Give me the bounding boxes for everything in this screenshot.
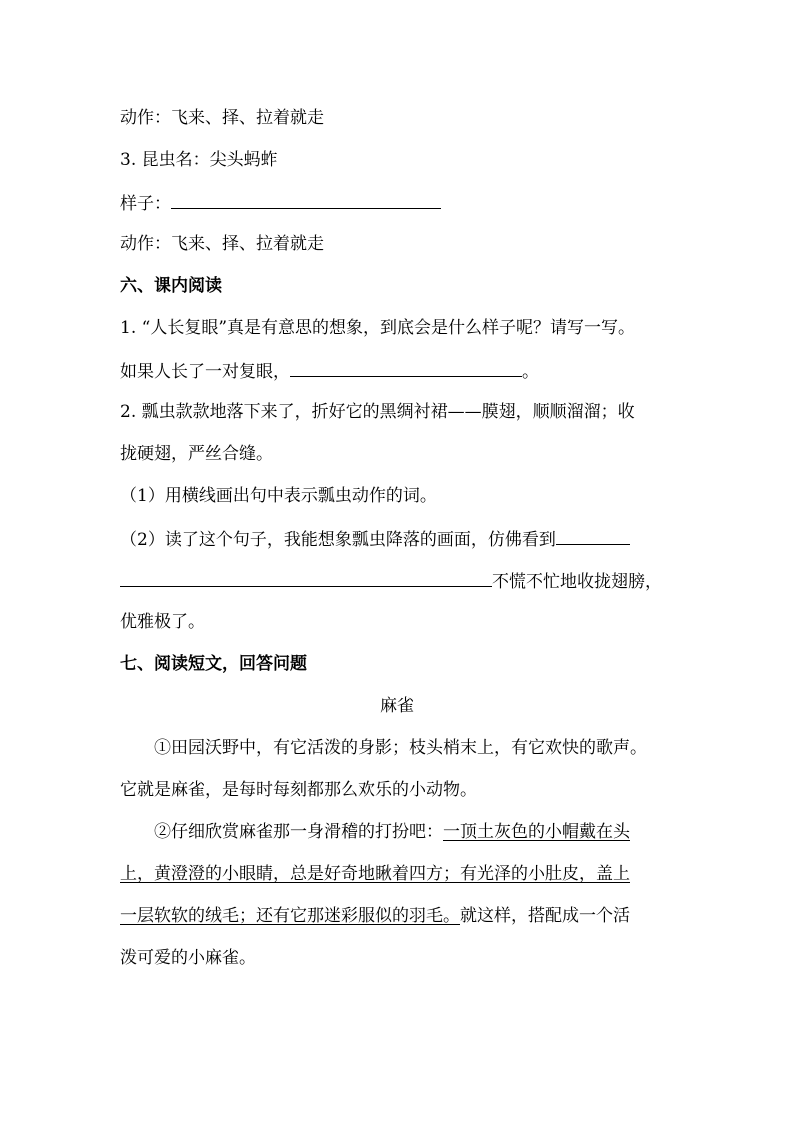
question-2-sub-2-suffix: 不慌不忙地收拢翅膀， xyxy=(492,572,662,592)
question-1-period: 。 xyxy=(522,362,539,382)
appearance-blank[interactable] xyxy=(171,190,441,209)
question-2-blank-a[interactable] xyxy=(556,526,630,545)
paragraph-2-continuation: 就这样，搭配成一个活 xyxy=(460,906,630,926)
insect-name-line: 3. 昆虫名：尖头蚂蚱 xyxy=(120,150,278,170)
passage-title: 麻雀 xyxy=(380,696,414,716)
paragraph-1-line-1: ①田园沃野中，有它活泼的身影；枝头梢末上，有它欢快的歌声。 xyxy=(154,738,647,758)
appearance-label: 样子： xyxy=(120,194,171,214)
appearance-line xyxy=(120,190,441,216)
question-2-sub-2-prompt: （2）读了这个句子，我能想象瓢虫降落的画面，仿佛看到 xyxy=(120,530,556,550)
section-6-heading: 六、课内阅读 xyxy=(120,276,222,296)
paragraph-2-line-2 xyxy=(120,862,630,886)
question-2-sub-1: （1）用横线画出句中表示瓢虫动作的词。 xyxy=(120,486,437,506)
paragraph-2-line-3 xyxy=(120,904,630,928)
question-1-answer-line xyxy=(120,358,539,384)
action-line-2: 动作：飞来、择、拉着就走 xyxy=(120,234,324,254)
question-2-answer-line xyxy=(120,568,662,594)
underlined-sentence-part-3: 一层软软的绒毛；还有它那迷彩服似的羽毛。 xyxy=(120,906,460,926)
question-1-prompt: 如果人长了一对复眼， xyxy=(120,362,290,382)
section-7-heading: 七、阅读短文，回答问题 xyxy=(120,654,307,674)
question-2-blank-b[interactable] xyxy=(120,568,492,587)
underlined-sentence-part-2: 上，黄澄澄的小眼睛，总是好奇地瞅着四方；有光泽的小肚皮，盖上 xyxy=(120,864,630,884)
paragraph-2-line-4: 泼可爱的小麻雀。 xyxy=(120,948,256,968)
paragraph-1-line-2: 它就是麻雀，是每时每刻都那么欢乐的小动物。 xyxy=(120,780,477,800)
question-1-blank[interactable] xyxy=(290,358,522,377)
paragraph-2-intro: ②仔细欣赏麻雀那一身滑稽的打扮吧： xyxy=(154,822,443,842)
action-line-1: 动作：飞来、择、拉着就走 xyxy=(120,108,324,128)
question-2-text-1: 2. 瓢虫款款地落下来了，折好它的黑绸衬裙——膜翅，顺顺溜溜；收 xyxy=(120,402,635,422)
underlined-sentence-part-1: 一顶土灰色的小帽戴在头 xyxy=(443,822,630,842)
question-2-ending: 优雅极了。 xyxy=(120,612,205,632)
question-1: 1. “人长复眼”真是有意思的想象，到底会是什么样子呢？请写一写。 xyxy=(120,318,636,338)
question-2-sub-2 xyxy=(120,526,630,552)
paragraph-2-line-1 xyxy=(154,820,630,844)
question-2-text-2: 拢硬翅，严丝合缝。 xyxy=(120,444,273,464)
